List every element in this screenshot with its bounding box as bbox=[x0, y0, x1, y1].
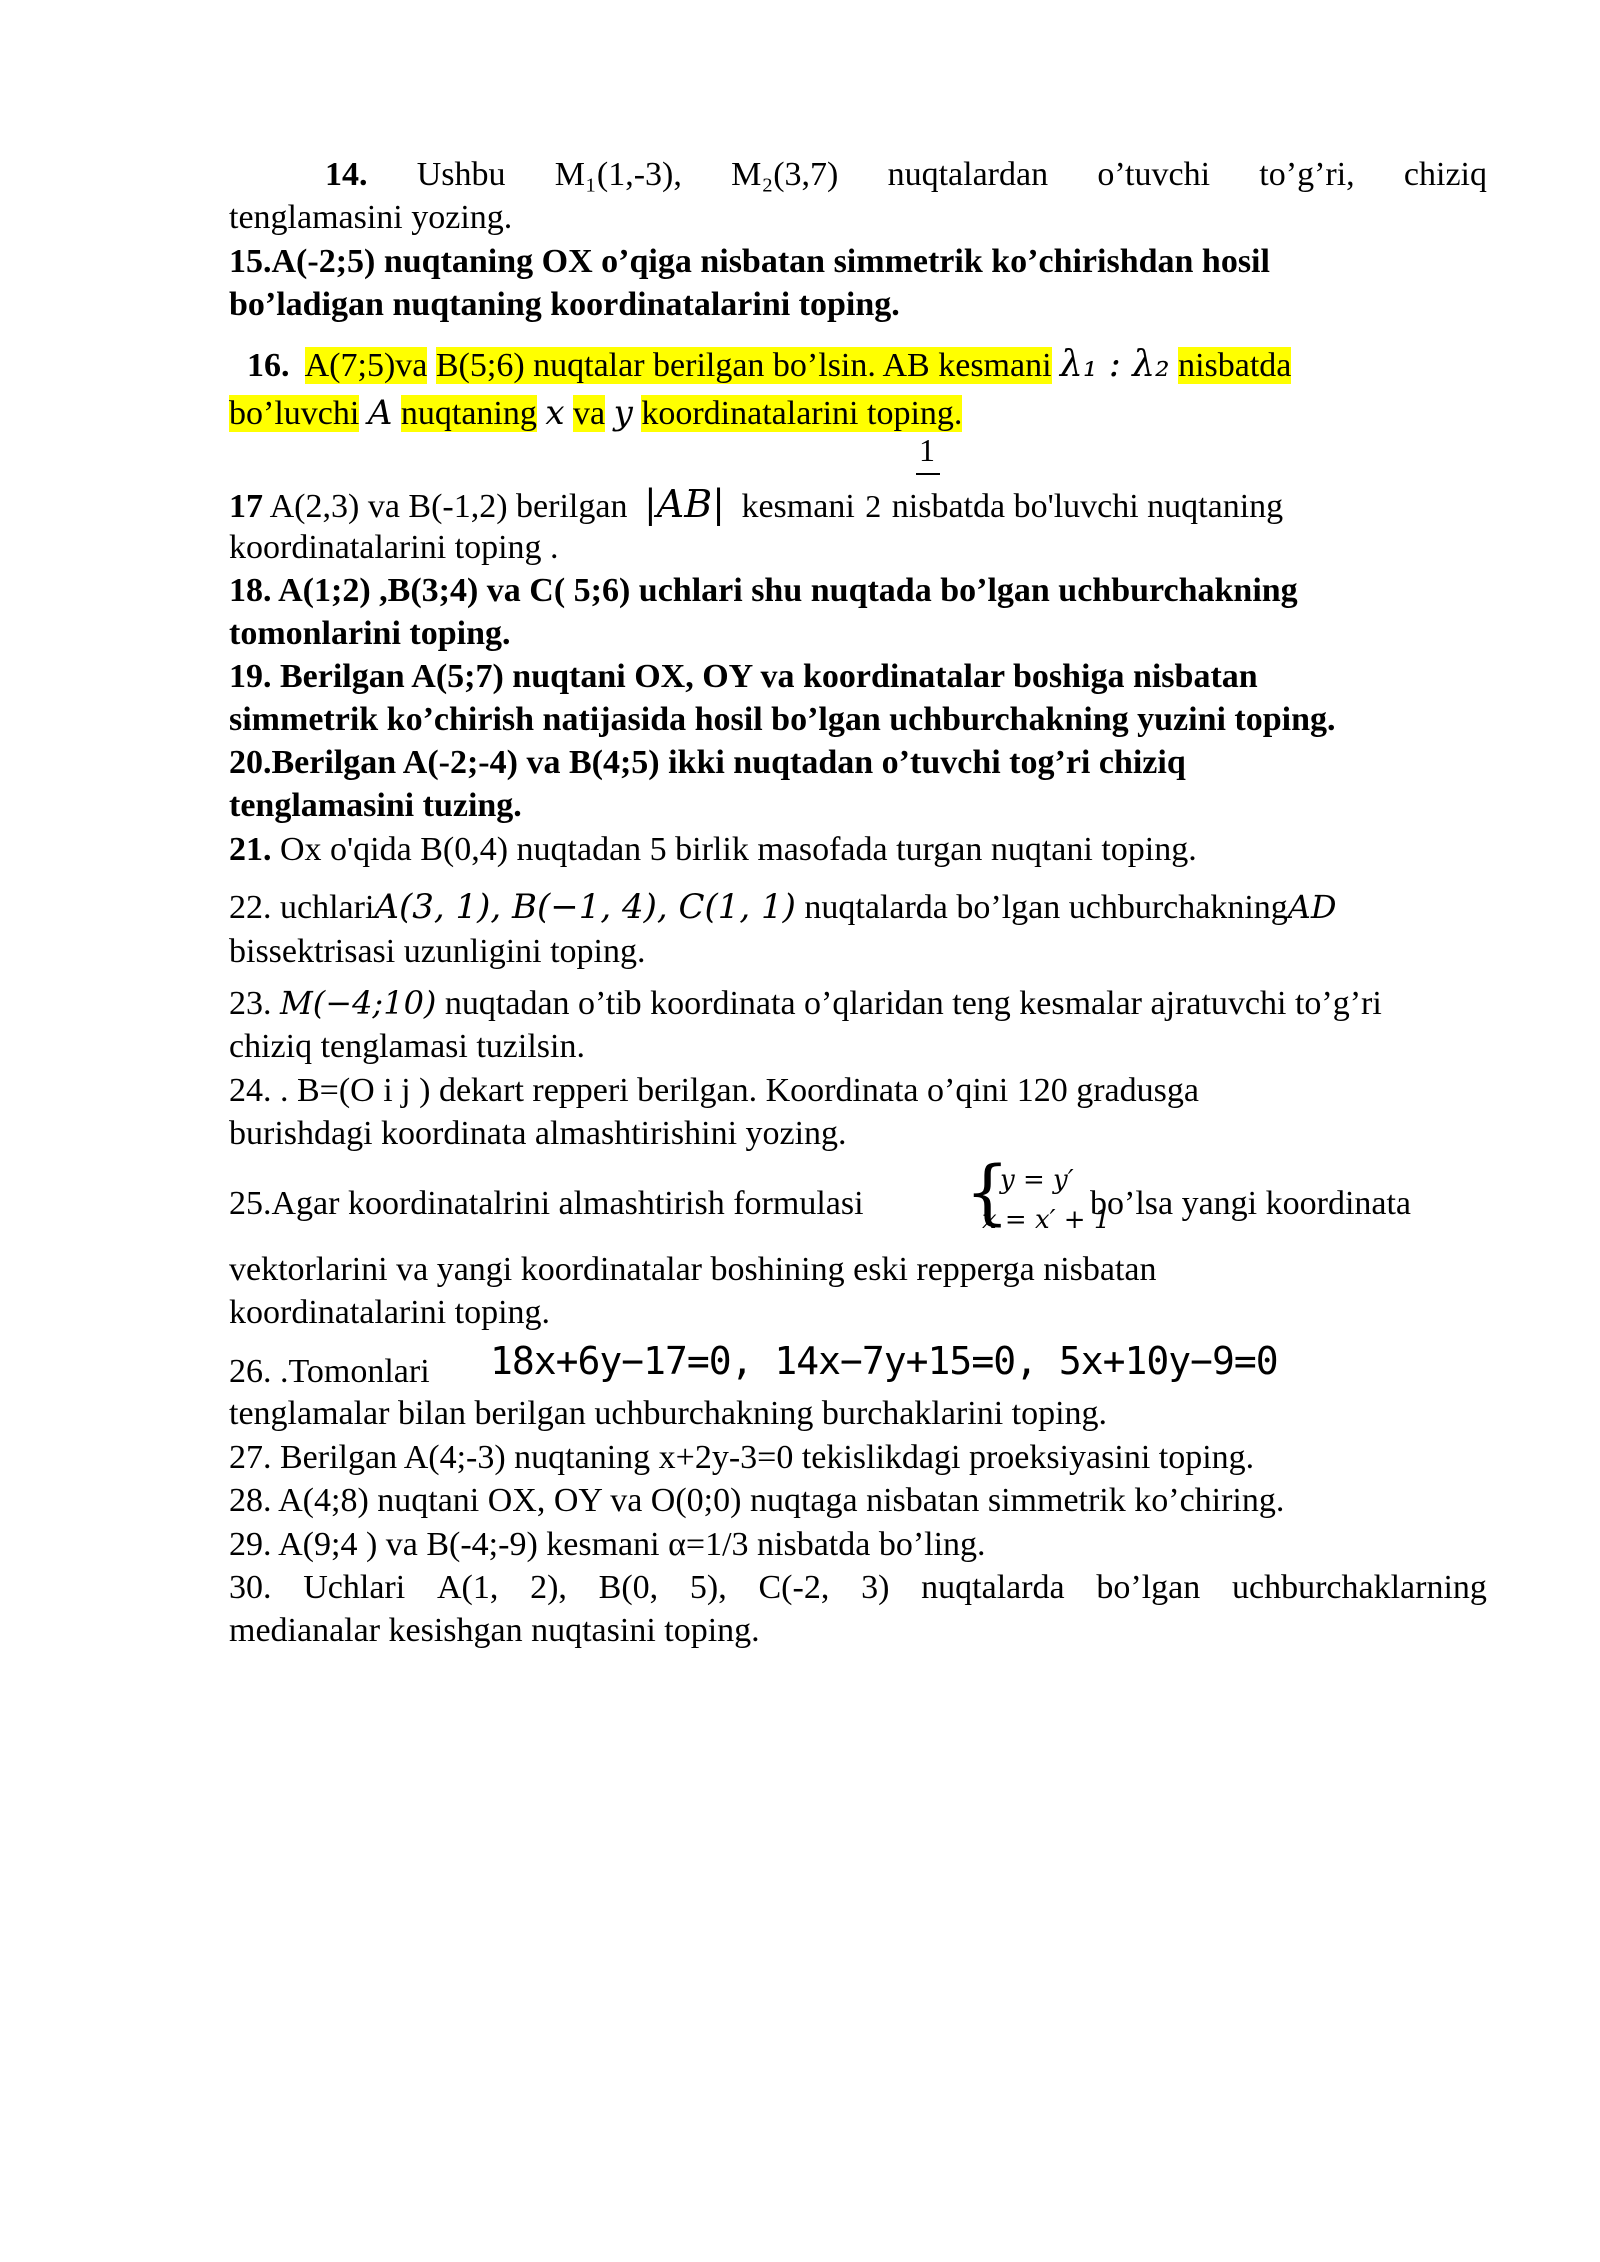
q16-symbol-x: x bbox=[545, 393, 565, 433]
q20-line1: 20.Berilgan A(-2;-4) va B(4;5) ikki nuqtadan o’tuvchi tog’ri chiziq bbox=[229, 744, 1186, 781]
q14-word: to’g’ri, bbox=[1259, 156, 1355, 193]
q17-fraction-numerator: 1 bbox=[919, 432, 935, 468]
q14-line1 bbox=[325, 153, 1487, 196]
q30-word: B(0, bbox=[598, 1569, 659, 1606]
q30-word: 30. bbox=[229, 1569, 272, 1606]
q23-text: 23. bbox=[229, 985, 272, 1022]
q25-line1-text: 25.Agar koordinatalrini almashtirish formulasi bbox=[229, 1185, 864, 1222]
q23-line2: chiziq tenglamasi tuzilsin. bbox=[229, 1028, 585, 1065]
q19-line1: 19. Berilgan A(5;7) nuqtani OX, OY va koordinatalar boshiga nisbatan bbox=[229, 658, 1258, 695]
q17-fraction-denominator: 2 bbox=[865, 488, 882, 524]
q30-word: C(-2, bbox=[758, 1569, 830, 1606]
q30-word: uchburchaklarning bbox=[1232, 1569, 1487, 1606]
q21-number: 21. bbox=[229, 831, 272, 868]
q24-line2: burishdagi koordinata almashtirishini yozing. bbox=[229, 1115, 847, 1152]
q22-segment-ad: AD bbox=[1287, 888, 1337, 926]
q20-line2: tenglamasini tuzing. bbox=[229, 787, 522, 824]
q27-line: 27. Berilgan A(4;-3) nuqtaning x+2y-3=0 tekislikdagi proeksiyasini toping. bbox=[229, 1439, 1255, 1476]
q22-line1 bbox=[229, 886, 1487, 929]
q16-symbol-y: y bbox=[613, 393, 633, 433]
q17-fraction-bar bbox=[916, 473, 940, 475]
q15-line1: 15.A(-2;5) nuqtaning OX o’qiga nisbatan simmetrik ko’chirishdan hosil bbox=[229, 243, 1270, 280]
q23-text: nuqtadan o’tib koordinata o’qlaridan teng kesmalar ajratuvchi to’g’ri bbox=[436, 985, 1382, 1022]
q26-text: 26. .Tomonlari bbox=[229, 1353, 430, 1390]
q17-abs-ab: |AB| bbox=[643, 482, 725, 526]
q23-point-m: M(−4;10) bbox=[280, 984, 437, 1022]
q30-word: 3) bbox=[861, 1569, 890, 1606]
q22-text: 22. uchlari bbox=[229, 889, 375, 926]
q14-point-m1: M₁(1,-3), bbox=[554, 156, 682, 193]
q16-text: va bbox=[573, 395, 606, 432]
q16-line1 bbox=[247, 343, 1505, 387]
q22-points: A(3, 1), B(−1, 4), C(1, 1) bbox=[374, 887, 796, 927]
q21-line bbox=[229, 828, 1487, 871]
q16-text: koordinatalarini toping. bbox=[641, 395, 963, 432]
q14-word: nuqtalardan bbox=[887, 156, 1049, 193]
q14-number: 14. bbox=[325, 156, 368, 193]
q18-line2: tomonlarini toping. bbox=[229, 615, 511, 652]
q16-line2 bbox=[229, 392, 1487, 435]
q26-equations: 18x+6y−17=0, 14x−7y+15=0, 5x+10y−9=0 bbox=[490, 1339, 1278, 1383]
q30-word: bo’lgan bbox=[1096, 1569, 1201, 1606]
q17-text: A(2,3) va B(-1,2) berilgan bbox=[269, 488, 628, 525]
q25-system-brace: { bbox=[965, 1151, 1010, 1233]
q17-number: 17 bbox=[229, 488, 263, 525]
q16-text: bo’luvchi bbox=[229, 395, 360, 432]
q16-text: nisbatda bbox=[1178, 347, 1292, 384]
q25-equation-1: y = y′ bbox=[1000, 1165, 1074, 1195]
q17-text: kesmani bbox=[741, 488, 855, 525]
q14-word: o’tuvchi bbox=[1097, 156, 1211, 193]
q30-word: 2), bbox=[530, 1569, 567, 1606]
q25-line2: vektorlarini va yangi koordinatalar boshining eski repperga nisbatan bbox=[229, 1251, 1157, 1288]
q17-line1 bbox=[229, 483, 1487, 528]
q21-text: Ox o'qida B(0,4) nuqtadan 5 birlik masofada turgan nuqtani toping. bbox=[271, 831, 1197, 868]
q25-equation-2: x = x′ + 1 bbox=[982, 1205, 1111, 1235]
q26-equations-row bbox=[490, 1340, 1490, 1385]
q14-word: chiziq bbox=[1403, 156, 1487, 193]
q18-line1: 18. A(1;2) ,B(3;4) va C( 5;6) uchlari shu nuqtada bo’lgan uchburchakning bbox=[229, 572, 1298, 609]
q30-line2: medianalar kesishgan nuqtasini toping. bbox=[229, 1612, 760, 1649]
q17-text: nisbatda bo'luvchi nuqtaning bbox=[891, 488, 1284, 525]
q19-line2: simmetrik ko’chirish natijasida hosil bo’lgan uchburchakning yuzini toping. bbox=[229, 701, 1336, 738]
q30-word: A(1, bbox=[436, 1569, 499, 1606]
q16-number: 16. bbox=[247, 347, 290, 384]
q16-point-a: A(7;5)va bbox=[304, 347, 428, 384]
q16-symbol-a: A bbox=[367, 393, 393, 433]
q24-line1: 24. . B=(O i j ) dekart repperi berilgan. Koordinata o’qini 120 gradusga bbox=[229, 1072, 1199, 1109]
q30-word: 5), bbox=[689, 1569, 727, 1606]
q25-line1-tail: bo’lsa yangi koordinata bbox=[1090, 1185, 1412, 1222]
q26-line2: tenglamalar bilan berilgan uchburchakning burchaklarini toping. bbox=[229, 1395, 1108, 1432]
q23-line1 bbox=[229, 982, 1487, 1025]
q22-line2: bissektrisasi uzunligini toping. bbox=[229, 933, 646, 970]
q15-line2: bo’ladigan nuqtaning koordinatalarini toping. bbox=[229, 286, 900, 323]
q14-point-m2: M₂(3,7) bbox=[731, 156, 839, 193]
q29-line: 29. A(9;4 ) va B(-4;-9) kesmani α=1/3 nisbatda bo’ling. bbox=[229, 1526, 986, 1563]
q30-line1 bbox=[229, 1566, 1487, 1609]
q30-word: Uchlari bbox=[303, 1569, 406, 1606]
q22-text: nuqtalarda bo’lgan uchburchakning bbox=[795, 889, 1288, 926]
q28-line: 28. A(4;8) nuqtani OX, OY va O(0;0) nuqtaga nisbatan simmetrik ko’chiring. bbox=[229, 1482, 1285, 1519]
q14-line2: tenglamasini yozing. bbox=[229, 199, 513, 236]
q25-line3: koordinatalarini toping. bbox=[229, 1294, 551, 1331]
q30-word: nuqtalarda bbox=[921, 1569, 1065, 1606]
q14-word: Ushbu bbox=[416, 156, 506, 193]
q17-line2: koordinatalarini toping . bbox=[229, 529, 559, 566]
q16-text: nuqtaning bbox=[400, 395, 537, 432]
q16-ratio: λ₁ : λ₂ bbox=[1060, 344, 1170, 385]
q16-text: B(5;6) nuqtalar berilgan bo’lsin. AB kesmani bbox=[435, 347, 1052, 384]
